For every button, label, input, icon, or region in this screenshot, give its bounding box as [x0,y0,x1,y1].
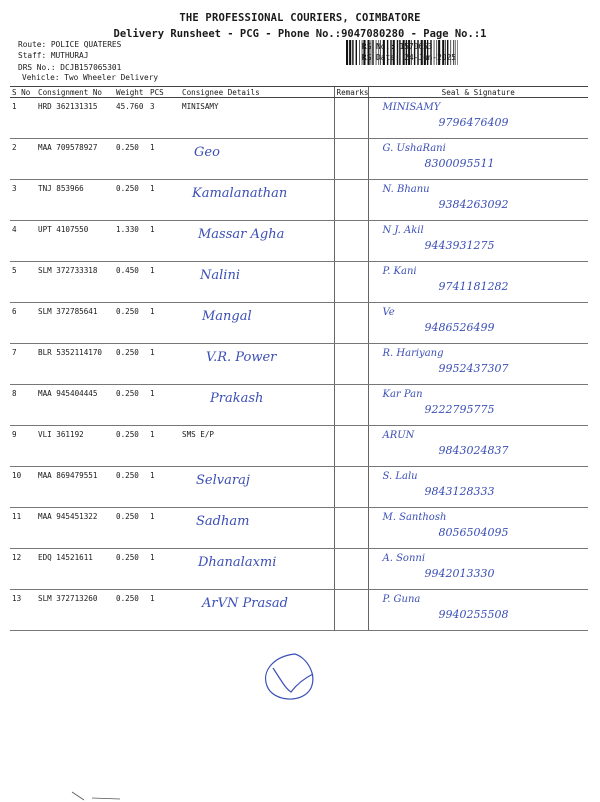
cell-weight [114,303,148,344]
cell-sno [10,385,36,426]
signature-name: M. Santhosh [382,512,447,523]
cell-weight [114,426,148,467]
drs-label: DRS No.: DCJB157065301 [18,63,122,72]
cell-pcs-text: 1 [150,594,155,603]
signature-name: Ve [382,307,395,318]
cell-consignment-text: SLM 372785641 [38,307,98,316]
cell-signature [368,508,588,549]
cell-signature [368,467,588,508]
cell-consignment-text: TNJ 853966 [38,184,84,193]
runsheet-subtitle: Delivery Runsheet - PCG - Phone No.:9047080280 - Page No.:1 [113,28,487,40]
cell-consignment [36,467,114,508]
cell-pcs [148,590,180,631]
cell-consignment-text: MAA 945404445 [38,389,98,398]
cell-consignee [180,467,334,508]
signature-name: R. Hariyang [382,348,444,359]
signature-phone: 9940255508 [438,608,509,621]
cell-signature [368,590,588,631]
cell-pcs [148,303,180,344]
cell-consignee [180,221,334,262]
cell-weight [114,180,148,221]
cell-pcs-text: 1 [150,389,155,398]
cell-consignment-text: UPT 4107550 [38,225,89,234]
signature-name: N. Bhanu [382,184,430,195]
cell-sno [10,303,36,344]
table-row [10,180,588,221]
cell-sno [10,508,36,549]
cell-sno-text: 9 [12,430,17,439]
table-row [10,139,588,180]
handwritten-consignee-name: Kamalanathan [192,186,288,201]
staff-label: Staff: MUTHURAJ [18,51,89,60]
cell-pcs [148,180,180,221]
cell-consignment [36,98,114,139]
cell-weight-text: 0.450 [116,266,139,275]
cell-consignee [180,98,334,139]
handwritten-consignee-name: Massar Agha [198,227,285,242]
cell-pcs-text: 1 [150,512,155,521]
cell-consignment [36,590,114,631]
cell-signature [368,98,588,139]
cell-sno [10,467,36,508]
cell-sno-text: 3 [12,184,17,193]
cell-weight [114,590,148,631]
cell-pcs-text: 1 [150,307,155,316]
cell-sno [10,426,36,467]
cell-pcs [148,385,180,426]
cell-consignee [180,139,334,180]
handwritten-consignee-name: ArVN Prasad [202,596,288,611]
cell-consignee-text: SMS E/P [182,430,215,439]
cell-sno [10,221,36,262]
cell-signature [368,180,588,221]
cell-consignment [36,303,114,344]
cell-weight [114,98,148,139]
cell-sno [10,98,36,139]
cell-remarks [334,98,368,139]
cell-weight [114,467,148,508]
cell-consignee [180,426,334,467]
cell-consignee [180,508,334,549]
cell-consignment-text: MAA 869479551 [38,471,98,480]
cell-consignee [180,344,334,385]
signature-phone: 9843024837 [438,444,509,457]
handwritten-consignee-name: Geo [194,145,220,160]
cell-consignee [180,303,334,344]
handwritten-consignee-name: Selvaraj [196,473,250,488]
cell-pcs-text: 1 [150,143,155,152]
cell-pcs [148,549,180,590]
cell-sno-text: 8 [12,389,17,398]
cell-consignment-text: SLM 372713260 [38,594,98,603]
cell-pcs [148,344,180,385]
handwritten-consignee-name: Sadham [196,514,250,529]
table-row [10,98,588,139]
cell-pcs [148,262,180,303]
handwritten-consignee-name: Nalini [200,268,240,283]
cell-pcs-text: 1 [150,225,155,234]
cell-sno-text: 13 [12,594,22,603]
cell-sno-text: 4 [12,225,17,234]
cell-pcs [148,139,180,180]
cell-consignee-text: MINISAMY [182,102,219,111]
runsheet-table [10,86,588,631]
cell-consignee [180,549,334,590]
cell-pcs-text: 1 [150,430,155,439]
table-row [10,385,588,426]
cell-remarks [334,467,368,508]
table-row [10,344,588,385]
table-row [10,221,588,262]
col-header-pcs: PCS [148,87,180,98]
signature-phone: 9384263092 [438,198,509,211]
cell-weight-text: 0.250 [116,430,139,439]
cell-consignment-text: SLM 372733318 [38,266,98,275]
col-header-signature: Seal & Signature [368,87,588,98]
cell-remarks [334,344,368,385]
cell-signature [368,426,588,467]
cell-weight [114,508,148,549]
signature-phone: 9952437307 [438,362,509,375]
cell-consignment [36,221,114,262]
cell-consignment-text: EDQ 14521611 [38,553,93,562]
cell-signature [368,221,588,262]
cell-remarks [334,549,368,590]
cell-weight [114,385,148,426]
cell-sno [10,180,36,221]
cell-sno [10,344,36,385]
table-header-row [10,87,588,98]
cell-weight [114,549,148,590]
handwritten-consignee-name: Mangal [202,309,252,324]
signature-phone: 9443931275 [424,239,495,252]
table-row [10,467,588,508]
table-row [10,549,588,590]
cell-remarks [334,180,368,221]
cell-consignment-text: MAA 709578927 [38,143,98,152]
cell-signature [368,262,588,303]
cell-remarks [334,385,368,426]
signature-name: Kar Pan [382,389,423,400]
signature-phone: 9486526499 [424,321,495,334]
signature-phone: 9222795775 [424,403,495,416]
cell-pcs [148,98,180,139]
cell-consignment [36,180,114,221]
scan-mark [70,790,130,802]
col-header-consignment: Consignment No [36,87,114,98]
signature-name: P. Guna [382,594,421,605]
cell-weight [114,262,148,303]
cell-weight [114,221,148,262]
cell-weight [114,139,148,180]
signature-name: P. Kani [382,266,417,277]
table-row [10,508,588,549]
cell-consignment [36,549,114,590]
cell-consignee [180,385,334,426]
signature-phone: 8300095511 [424,157,495,170]
cell-consignment [36,344,114,385]
cell-signature [368,385,588,426]
cell-sno-text: 6 [12,307,17,316]
signature-phone: 8056504095 [438,526,509,539]
cell-sno-text: 12 [12,553,22,562]
signature-phone: 9741181282 [438,280,509,293]
cell-sno-text: 2 [12,143,17,152]
cell-remarks [334,139,368,180]
cell-sno-text: 10 [12,471,22,480]
cell-pcs-text: 1 [150,471,155,480]
cell-signature [368,549,588,590]
cell-weight-text: 0.250 [116,307,139,316]
cell-consignment [36,426,114,467]
cell-remarks [334,221,368,262]
cell-pcs-text: 1 [150,266,155,275]
cell-remarks [334,426,368,467]
signature-name: S. Lalu [382,471,418,482]
cell-consignee [180,180,334,221]
handwritten-consignee-name: Dhanalaxmi [198,555,277,570]
runsheet-title: THE PROFESSIONAL COURIERS, COIMBATORE [179,12,421,24]
cell-sno [10,590,36,631]
cell-weight-text: 0.250 [116,512,139,521]
cell-weight-text: 1.330 [116,225,139,234]
cell-sno-text: 5 [12,266,17,275]
cell-weight [114,344,148,385]
cell-sno-text: 11 [12,512,22,521]
cell-weight-text: 0.250 [116,348,139,357]
table-row [10,590,588,631]
cell-sno [10,139,36,180]
rs-date: RS Date: 24-Jun-2025 [362,53,456,62]
cell-sno-text: 7 [12,348,17,357]
table-row [10,426,588,467]
col-header-consignee: Consignee Details [180,87,334,98]
signature-phone: 9942013330 [424,567,495,580]
cell-consignment-text: HRD 362131315 [38,102,98,111]
cell-weight-text: 0.250 [116,594,139,603]
cell-sno [10,549,36,590]
cell-pcs-text: 3 [150,102,155,111]
cell-weight-text: 0.250 [116,389,139,398]
cell-weight-text: 45.760 [116,102,144,111]
cell-pcs [148,508,180,549]
cell-consignment [36,508,114,549]
cell-consignment [36,139,114,180]
delivery-stamp-signature [255,648,325,708]
signature-name: ARUN [382,430,415,441]
cell-weight-text: 0.250 [116,553,139,562]
cell-pcs [148,426,180,467]
col-header-sno: S No [10,87,36,98]
cell-weight-text: 0.250 [116,143,139,152]
handwritten-consignee-name: Prakash [210,391,264,406]
signature-name: G. UshaRani [382,143,446,154]
cell-consignment-text: MAA 945451322 [38,512,98,521]
cell-remarks [334,262,368,303]
signature-name: A. Sonni [382,553,426,564]
cell-sno [10,262,36,303]
vehicle-label: Vehicle: Two Wheeler Delivery [22,73,159,82]
cell-consignment [36,385,114,426]
cell-consignment-text: BLR 5352114170 [38,348,103,357]
table-row [10,303,588,344]
cell-sno-text: 1 [12,102,17,111]
cell-consignee [180,262,334,303]
signature-phone: 9843128333 [424,485,495,498]
cell-remarks [334,508,368,549]
cell-weight-text: 0.250 [116,471,139,480]
cell-signature [368,139,588,180]
cell-remarks [334,590,368,631]
route-label: Route: POLICE QUATERES [18,40,122,49]
cell-pcs [148,221,180,262]
col-header-weight: Weight [114,87,148,98]
cell-signature [368,303,588,344]
col-header-remarks: Remarks [334,87,368,98]
cell-pcs-text: 1 [150,348,155,357]
cell-remarks [334,303,368,344]
cell-weight-text: 0.250 [116,184,139,193]
cell-pcs-text: 1 [150,553,155,562]
cell-consignee [180,590,334,631]
handwritten-consignee-name: V.R. Power [206,350,277,365]
signature-phone: 9796476409 [438,116,509,129]
cell-pcs-text: 1 [150,184,155,193]
cell-signature [368,344,588,385]
cell-consignment [36,262,114,303]
signature-name: N J. Akil [382,225,424,236]
signature-name: MINISAMY [382,102,441,113]
cell-pcs [148,467,180,508]
rs-number: RS No.: 1570653 [362,42,433,51]
table-row [10,262,588,303]
cell-consignment-text: VLI 361192 [38,430,84,439]
